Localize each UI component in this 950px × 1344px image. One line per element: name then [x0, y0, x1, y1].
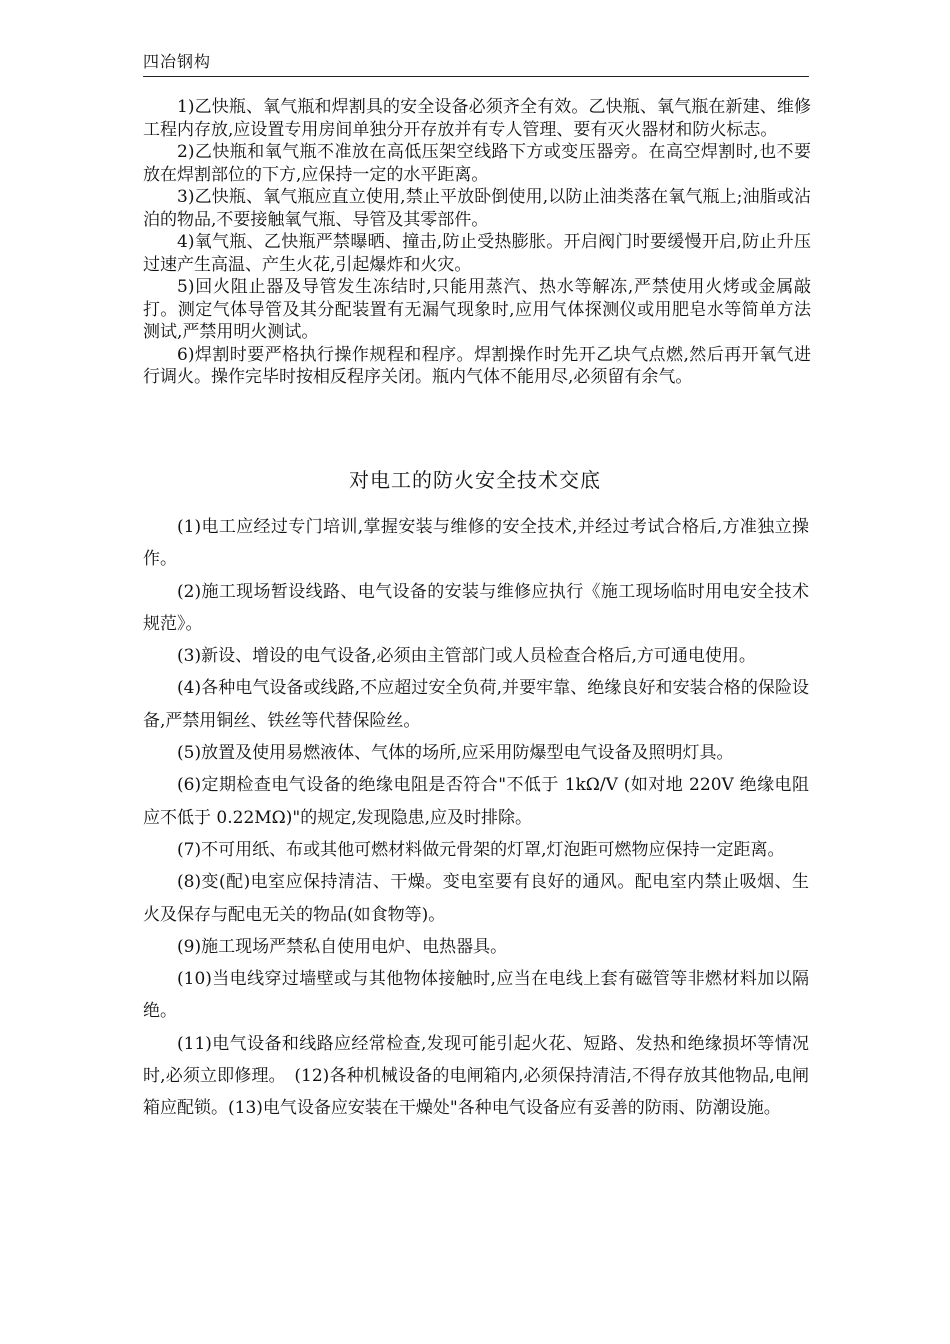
paragraph: (2)施工现场暂设线路、电气设备的安装与维修应执行《施工现场临时用电安全技术规范》。: [143, 581, 809, 634]
section-electrician-safety: [143, 511, 809, 1125]
paragraph: (1)电工应经过专门培训,掌握安装与维修的安全技术,并经过考试合格后,方准独立操作。: [143, 517, 809, 570]
paragraph: (7)不可用纸、布或其他可燃材料做元骨架的灯罩,灯泡距可燃物应保持一定距离。: [177, 839, 785, 860]
paragraph: (5)放置及使用易燃液体、气体的场所,应采用防爆型电气设备及照明灯具。: [177, 743, 734, 764]
paragraph: 4)氧气瓶、乙快瓶严禁曝晒、撞击,防止受热膨胀。开启阀门时要缓慢开启,防止升压过速产生高温、产生火花,引起爆炸和火灾。: [143, 232, 811, 275]
paragraph: 6)焊割时要严格执行操作规程和程序。焊割操作时先开乙块气点燃,然后再开氧气进行调火。操作完毕时按相反程序关闭。瓶内气体不能用尽,必须留有余气。: [143, 344, 811, 387]
paragraph: (9)施工现场严禁私自使用电炉、电热器具。: [177, 936, 508, 957]
paragraph: 5)回火阻止器及导管发生冻结时,只能用蒸汽、热水等解冻,严禁使用火烤或金属敲打。测定气体导管及其分配装置有无漏气现象时,应用气体探测仪或用肥皂水等简单方法测试,严禁用明火测试。: [143, 277, 811, 342]
paragraph: (3)新设、增设的电气设备,必须由主管部门或人员检查合格后,方可通电使用。: [177, 646, 756, 667]
paragraph: (6)定期检查电气设备的绝缘电阻是否符合"不低于 1kΩ/V (如对地 220V 绝缘电阻应不低于 0.22MΩ)"的规定,发现隐患,应及时排除。: [143, 775, 809, 828]
paragraph: (11)电气设备和线路应经常检查,发现可能引起火花、短路、发热和绝缘损坏等情况时,必须立即修理。 (12)各种机械设备的电闸箱内,必须保持清洁,不得存放其他物品,电闸箱应配锁。(13)电气设备应安装在干燥处"各种电气设备应有妥善的防雨、防潮设施。: [143, 1033, 809, 1119]
paragraph: (10)当电线穿过墙壁或与其他物体接触时,应当在电线上套有磁管等非燃材料加以隔绝。: [143, 969, 809, 1022]
paragraph: 3)乙快瓶、氧气瓶应直立使用,禁止平放卧倒使用,以防止油类落在氧气瓶上;油脂或沾泊的物品,不要接触氧气瓶、导管及其零部件。: [143, 187, 811, 230]
section-title: 对电工的防火安全技术交底: [349, 468, 601, 492]
paragraph: (4)各种电气设备或线路,不应超过安全负荷,并要牢靠、绝缘良好和安装合格的保险设备,严禁用铜丝、铁丝等代替保险丝。: [143, 678, 809, 731]
paragraph: (8)变(配)电室应保持清洁、干燥。变电室要有良好的通风。配电室内禁止吸烟、生火及保存与配电无关的物品(如食物等)。: [143, 872, 809, 925]
paragraph: 1)乙快瓶、氧气瓶和焊割具的安全设备必须齐全有效。乙快瓶、氧气瓶在新建、维修工程内存放,应设置专用房间单独分开存放并有专人管理、要有灭火器材和防火标志。: [143, 97, 811, 140]
header-company-name: 四冶钢构: [143, 52, 212, 71]
page-header: [143, 52, 809, 77]
paragraph: 2)乙快瓶和氧气瓶不准放在高低压架空线路下方或变压器旁。在高空焊割时,也不要放在焊割部位的下方,应保持一定的水平距离。: [143, 142, 811, 185]
section-gas-cylinders: [143, 96, 811, 389]
